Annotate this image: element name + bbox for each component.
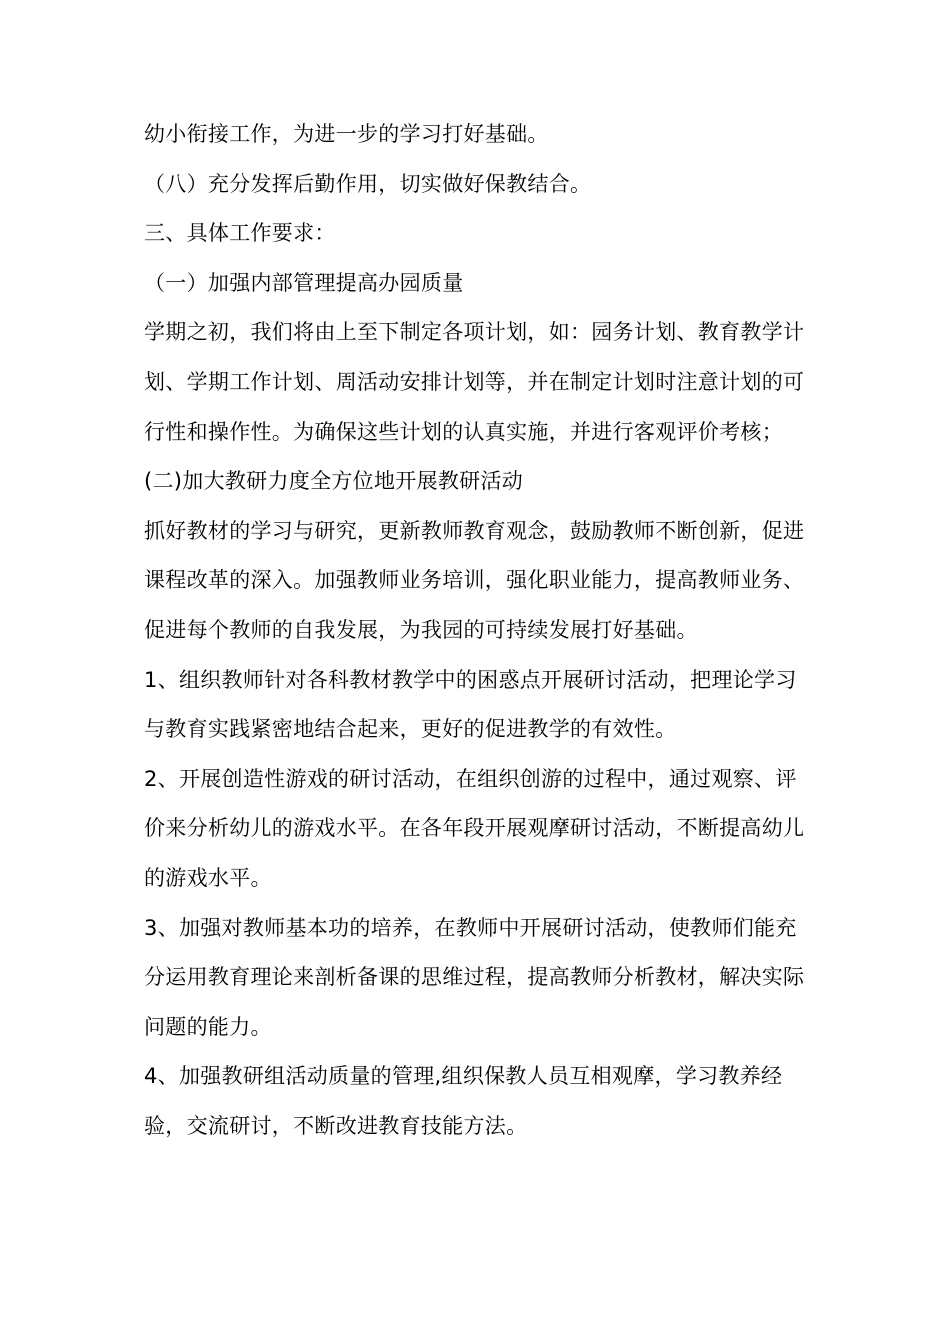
section-heading-requirements: 三、具体工作要求： [144, 221, 336, 246]
paragraph-teacher-training: 抓好教材的学习与研究，更新教师教育观念，鼓励教师不断创新，促进课程改革的深入。加强教师业务培训，强化职业能力，提高教师业务、促进每个教师的自我发展，为我园的可持续发展打好基础。 [144, 518, 805, 642]
list-item-1: 1、组织教师针对各科教材教学中的困惑点开展研讨活动，把理论学习与教育实践紧密地结合起来，更好的促进教学的有效性。 [144, 667, 797, 742]
paragraph-continuation: 幼小衔接工作，为进一步的学习打好基础。 [144, 122, 549, 146]
paragraph-planning: 学期之初，我们将由上至下制定各项计划，如：园务计划、教育教学计划、学期工作计划、周活动安排计划等，并在制定计划时注意计划的可行性和操作性。为确保这些计划的认真实施，并进行客观评价考核； [144, 320, 805, 444]
list-item-2: 2、开展创造性游戏的研讨活动，在组织创游的过程中，通过观察、评价来分析幼儿的游戏水平。在各年段开展观摩研讨活动，不断提高幼儿的游戏水平。 [144, 766, 805, 890]
subheading-teaching-research: (二)加大教研力度全方位地开展教研活动 [144, 469, 524, 494]
document-body [144, 110, 808, 1151]
paragraph-item-eight: （八）充分发挥后勤作用，切实做好保教结合。 [144, 171, 592, 196]
list-item-3: 3、加强对教师基本功的培养，在教师中开展研讨活动，使教师们能充分运用教育理论来剖析备课的思维过程，提高教师分析教材，解决实际问题的能力。 [144, 915, 805, 1039]
list-item-4: 4、加强教研组活动质量的管理,组织保教人员互相观摩，学习教养经验，交流研讨，不断改进教育技能方法。 [144, 1064, 783, 1138]
subheading-internal-management: （一）加强内部管理提高办园质量 [144, 270, 464, 295]
